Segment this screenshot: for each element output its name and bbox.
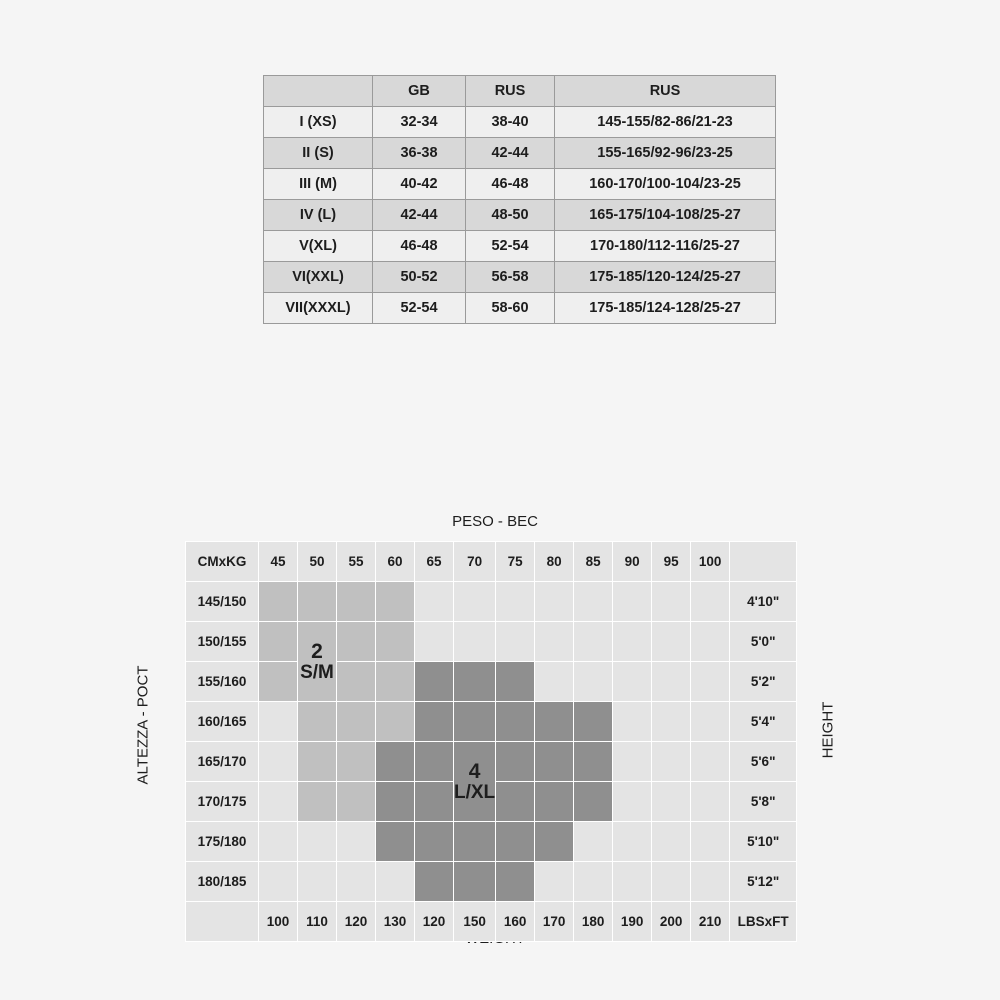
grid-cell: [415, 702, 454, 742]
grid-cell: [496, 862, 535, 902]
grid-cell: [535, 662, 574, 702]
grid-col-header-kg: 60: [376, 542, 415, 582]
grid-col-footer-lbs: 120: [337, 902, 376, 942]
grid-cell: [298, 742, 337, 782]
grid-cell: [454, 662, 496, 702]
grid-cell: [454, 622, 496, 662]
grid-cell: [298, 822, 337, 862]
grid-cell: [535, 702, 574, 742]
grid-cell: [337, 822, 376, 862]
grid-footer-row: [186, 902, 797, 942]
grid-col-footer-lbs: 190: [613, 902, 652, 942]
grid-cell: [496, 662, 535, 702]
grid-col-footer-lbs: 170: [535, 902, 574, 942]
grid-cell: [376, 742, 415, 782]
grid-cell: [496, 622, 535, 662]
grid-cell: [535, 622, 574, 662]
grid-cell: [337, 662, 376, 702]
grid-row-header-ft: 5'8": [730, 782, 797, 822]
size-row-rus2: 160-170/100-104/23-25: [555, 169, 776, 200]
grid-cell: [415, 782, 454, 822]
size-row-rus1: 52-54: [466, 231, 555, 262]
grid-cell: [415, 662, 454, 702]
grid-corner-bottom-left: [186, 902, 259, 942]
size-row-rus2: 175-185/120-124/25-27: [555, 262, 776, 293]
grid-cell: [376, 702, 415, 742]
grid-cell: [613, 862, 652, 902]
grid-header-row: [186, 542, 797, 582]
grid-row: [186, 702, 797, 742]
grid-cell: [652, 622, 691, 662]
size-row-label: VII(XXXL): [264, 293, 373, 324]
grid-cell: [496, 742, 535, 782]
grid-cell: [376, 662, 415, 702]
grid-cell: [337, 782, 376, 822]
grid-row-header-ft: 4'10": [730, 582, 797, 622]
table-row: [264, 107, 776, 138]
grid-cell: [613, 742, 652, 782]
grid-col-header-kg: 95: [652, 542, 691, 582]
size-conversion-table-container: [263, 75, 776, 324]
size-table-header-rus1: RUS: [466, 76, 555, 107]
grid-cell: [454, 582, 496, 622]
grid-cell: [376, 822, 415, 862]
size-table-header-blank: [264, 76, 373, 107]
grid-col-header-kg: 50: [298, 542, 337, 582]
grid-row: [186, 582, 797, 622]
size-row-rus1: 42-44: [466, 138, 555, 169]
table-row: [264, 293, 776, 324]
grid-cell: [652, 822, 691, 862]
grid-cell: [376, 582, 415, 622]
grid-col-footer-lbs: 120: [415, 902, 454, 942]
grid-cell: [613, 582, 652, 622]
size-row-gb: 40-42: [373, 169, 466, 200]
grid-cell: [496, 822, 535, 862]
size-row-label: II (S): [264, 138, 373, 169]
size-conversion-table: [263, 75, 776, 324]
grid-col-header-kg: 55: [337, 542, 376, 582]
grid-cell: [496, 582, 535, 622]
grid-cell: [454, 862, 496, 902]
grid-cell: [574, 822, 613, 862]
grid-cell: [574, 782, 613, 822]
size-row-label: V(XL): [264, 231, 373, 262]
grid-col-footer-lbs: 100: [259, 902, 298, 942]
size-grid-container: [185, 541, 797, 942]
grid-cell: [298, 862, 337, 902]
grid-row-header-ft: 5'2": [730, 662, 797, 702]
grid-cell: [259, 702, 298, 742]
grid-cell: [535, 822, 574, 862]
grid-cell: [298, 782, 337, 822]
grid-col-header-kg: 65: [415, 542, 454, 582]
grid-cell: [337, 742, 376, 782]
size-row-rus2: 170-180/112-116/25-27: [555, 231, 776, 262]
grid-cell: [652, 702, 691, 742]
size-table-header-row: [264, 76, 776, 107]
size-row-label: VI(XXL): [264, 262, 373, 293]
grid-cell: [535, 742, 574, 782]
grid-col-footer-lbs: 130: [376, 902, 415, 942]
grid-row: [186, 822, 797, 862]
grid-row-header-cm: 160/165: [186, 702, 259, 742]
grid-cell: [574, 582, 613, 622]
zone-label-lxl-number: 4: [468, 759, 481, 783]
grid-col-footer-lbs: 200: [652, 902, 691, 942]
grid-col-header-kg: 85: [574, 542, 613, 582]
size-row-label: I (XS): [264, 107, 373, 138]
zone-label-lxl-text: L/XL: [454, 781, 496, 803]
grid-row-header-ft: 5'10": [730, 822, 797, 862]
size-row-gb: 50-52: [373, 262, 466, 293]
zone-label-sm-number: 2: [311, 639, 323, 663]
grid-cell: [337, 582, 376, 622]
grid-cell: [652, 742, 691, 782]
grid-row-header-cm: 165/170: [186, 742, 259, 782]
grid-cell: [259, 782, 298, 822]
grid-col-header-kg: 70: [454, 542, 496, 582]
size-row-rus1: 58-60: [466, 293, 555, 324]
grid-cell: [574, 622, 613, 662]
grid-top-title: PESO - BEC: [452, 513, 538, 530]
grid-row-header-cm: 150/155: [186, 622, 259, 662]
grid-cell: [376, 622, 415, 662]
grid-col-header-kg: 100: [691, 542, 730, 582]
grid-cell: [259, 742, 298, 782]
grid-row-header-cm: 175/180: [186, 822, 259, 862]
grid-cell: [652, 782, 691, 822]
grid-corner-lbsxft: LBSxFT: [730, 902, 797, 942]
grid-row-header-cm: 180/185: [186, 862, 259, 902]
grid-cell: [415, 822, 454, 862]
grid-cell: [613, 622, 652, 662]
grid-cell: [613, 822, 652, 862]
grid-cell: [691, 862, 730, 902]
grid-row-header-cm: 145/150: [186, 582, 259, 622]
grid-col-footer-lbs: 210: [691, 902, 730, 942]
zone-label-lxl: [454, 742, 496, 822]
grid-cell: [613, 782, 652, 822]
grid-cell: [376, 862, 415, 902]
grid-col-header-kg: 45: [259, 542, 298, 582]
grid-row: [186, 862, 797, 902]
size-row-label: IV (L): [264, 200, 373, 231]
size-row-rus2: 175-185/124-128/25-27: [555, 293, 776, 324]
grid-cell: [691, 702, 730, 742]
size-table-header-rus2: RUS: [555, 76, 776, 107]
grid-row-header-ft: 5'4": [730, 702, 797, 742]
grid-cell: [337, 702, 376, 742]
grid-col-header-kg: 90: [613, 542, 652, 582]
grid-cell: [259, 622, 298, 662]
grid-cell: [415, 742, 454, 782]
table-row: [264, 169, 776, 200]
grid-cell: [652, 862, 691, 902]
size-row-rus1: 56-58: [466, 262, 555, 293]
size-row-gb: 42-44: [373, 200, 466, 231]
grid-cell: [691, 822, 730, 862]
zone-label-sm-text: S/M: [300, 661, 334, 683]
size-row-rus1: 48-50: [466, 200, 555, 231]
grid-cell: [574, 742, 613, 782]
grid-cell: [574, 862, 613, 902]
grid-cell: [298, 582, 337, 622]
grid-col-footer-lbs: 180: [574, 902, 613, 942]
grid-cell: [613, 702, 652, 742]
grid-col-header-kg: 75: [496, 542, 535, 582]
size-row-rus2: 145-155/82-86/21-23: [555, 107, 776, 138]
grid-cell: [415, 862, 454, 902]
grid-cell: [259, 862, 298, 902]
grid-cell: [691, 662, 730, 702]
grid-cell: [376, 782, 415, 822]
grid-right-title: HEIGHT: [819, 701, 837, 759]
grid-corner-cmxkg: CMxKG: [186, 542, 259, 582]
grid-cell: [574, 662, 613, 702]
size-row-rus1: 38-40: [466, 107, 555, 138]
grid-cell: [259, 662, 298, 702]
grid-cell: [574, 702, 613, 742]
grid-cell: [496, 702, 535, 742]
table-row: [264, 231, 776, 262]
grid-row-header-cm: 155/160: [186, 662, 259, 702]
grid-row-header-ft: 5'12": [730, 862, 797, 902]
grid-cell: [691, 782, 730, 822]
grid-left-title: ALTEZZA - POCT: [134, 665, 152, 785]
grid-cell: [613, 662, 652, 702]
size-row-rus1: 46-48: [466, 169, 555, 200]
grid-row-header-ft: 5'0": [730, 622, 797, 662]
grid-cell: [415, 582, 454, 622]
size-row-gb: 32-34: [373, 107, 466, 138]
size-row-gb: 36-38: [373, 138, 466, 169]
grid-cell: [691, 742, 730, 782]
grid-cell: [454, 702, 496, 742]
grid-col-header-kg: 80: [535, 542, 574, 582]
size-row-label: III (M): [264, 169, 373, 200]
grid-row: [186, 742, 797, 782]
size-table-header-gb: GB: [373, 76, 466, 107]
size-row-gb: 46-48: [373, 231, 466, 262]
grid-cell: [535, 582, 574, 622]
grid-cell: [691, 622, 730, 662]
grid-cell: [337, 622, 376, 662]
table-row: [264, 200, 776, 231]
grid-cell: [298, 702, 337, 742]
size-row-gb: 52-54: [373, 293, 466, 324]
grid-cell: [652, 662, 691, 702]
grid-col-footer-lbs: 110: [298, 902, 337, 942]
size-table-body: [264, 107, 776, 324]
grid-cell: [691, 582, 730, 622]
grid-cell: [535, 862, 574, 902]
grid-row-header-cm: 170/175: [186, 782, 259, 822]
grid-cell: [496, 782, 535, 822]
size-grid-table: [185, 541, 797, 942]
grid-cell: [415, 622, 454, 662]
grid-col-footer-lbs: 160: [496, 902, 535, 942]
grid-row: [186, 622, 797, 662]
grid-corner-top-right: [730, 542, 797, 582]
grid-cell: [652, 582, 691, 622]
grid-cell: [259, 582, 298, 622]
grid-row: [186, 662, 797, 702]
zone-label-sm: [298, 622, 337, 702]
grid-cell: [454, 822, 496, 862]
table-row: [264, 138, 776, 169]
grid-cell: [337, 862, 376, 902]
grid-row-header-ft: 5'6": [730, 742, 797, 782]
size-table-head: [264, 76, 776, 107]
size-row-rus2: 155-165/92-96/23-25: [555, 138, 776, 169]
table-row: [264, 262, 776, 293]
grid-col-footer-lbs: 150: [454, 902, 496, 942]
size-row-rus2: 165-175/104-108/25-27: [555, 200, 776, 231]
grid-cell: [535, 782, 574, 822]
grid-cell: [259, 822, 298, 862]
